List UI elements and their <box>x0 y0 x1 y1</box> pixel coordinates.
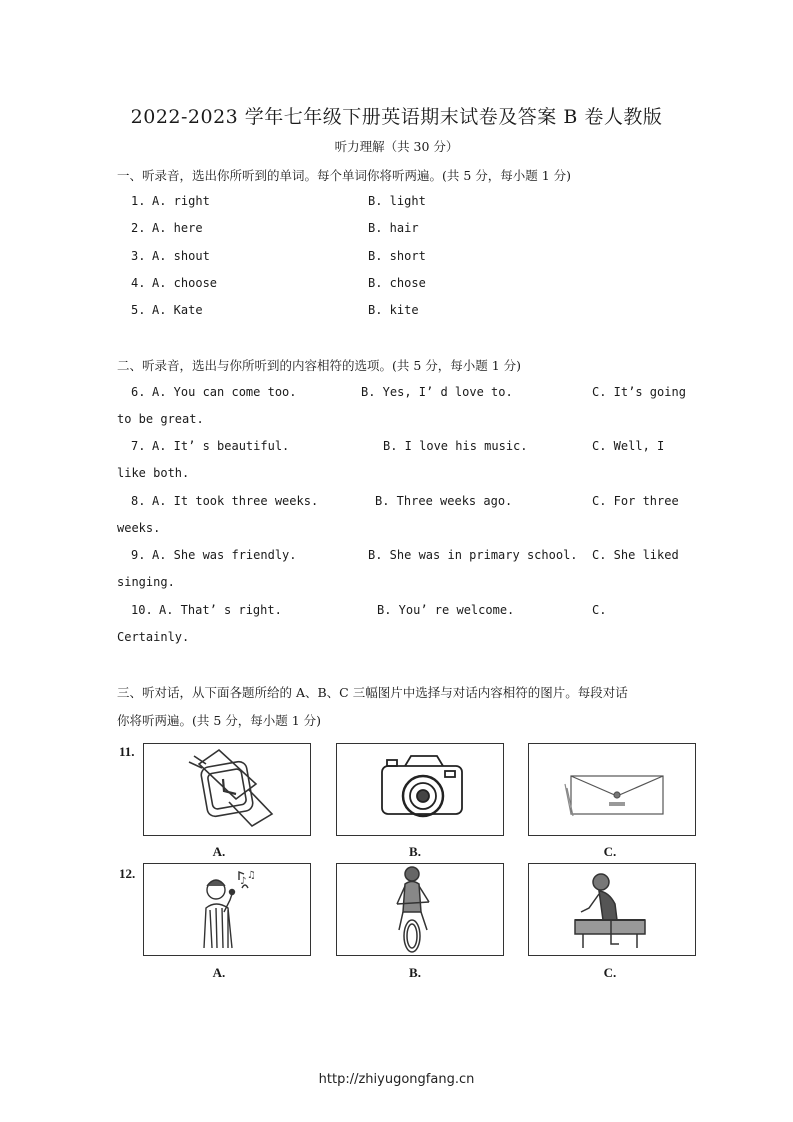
q11-picture-c-wallet[interactable] <box>528 743 696 836</box>
q11-label-c: C. <box>603 844 617 859</box>
page-title: 2022-2023 学年七年级下册英语期末试卷及答案 B 卷人教版 <box>130 106 663 128</box>
option-b: B. You’ re welcome. <box>377 603 515 617</box>
singing-boy-icon <box>144 864 309 954</box>
option-c-continued: Certainly. <box>117 630 190 644</box>
option-b: B. Yes, I’ d love to. <box>361 385 513 399</box>
wallet-icon <box>529 744 694 834</box>
section3-heading-line1: 三、听对话，从下面各题所给的 A、B、C 三幅图片中选择与对话内容相符的图片。每段对话 <box>117 685 628 700</box>
option-b: B. She was in primary school. <box>368 548 578 562</box>
section3-heading-line2: 你将听两遍。(共 5 分，每小题 1 分) <box>117 713 322 728</box>
watch-icon <box>144 744 309 834</box>
option-a: A. She was friendly. <box>152 548 297 562</box>
svg-text:♫: ♫ <box>247 870 256 881</box>
question-11-number: 11. <box>119 744 135 759</box>
option-b: B. short <box>368 249 426 263</box>
section1-heading: 一、听录音，选出你所听到的单词。每个单词你将听两遍。(共 5 分，每小题 1 分) <box>117 168 572 183</box>
item-number: 2. <box>131 221 146 235</box>
option-b: B. I love his music. <box>383 439 528 453</box>
option-c: C. For three <box>592 494 679 508</box>
option-a: A. It took three weeks. <box>152 494 319 508</box>
option-a: A. It’ s beautiful. <box>152 439 290 453</box>
option-b: B. kite <box>368 303 419 317</box>
svg-text:♪: ♪ <box>240 876 247 887</box>
option-a: A. right <box>152 194 210 208</box>
q12-label-a: A. <box>212 965 226 980</box>
q11-picture-b-camera[interactable] <box>336 743 504 836</box>
option-a: A. You can come too. <box>152 385 297 399</box>
q12-label-b: B. <box>409 965 421 980</box>
option-b: B. chose <box>368 276 426 290</box>
option-c-continued: like both. <box>117 466 190 480</box>
ping-pong-player-icon <box>529 864 694 954</box>
item-number: 4. <box>131 276 146 290</box>
item-number: 8. <box>131 494 146 508</box>
item-number: 1. <box>131 194 146 208</box>
option-a: A. shout <box>152 249 210 263</box>
option-a: A. That’ s right. <box>159 603 282 617</box>
footer-url[interactable]: http://zhiyugongfang.cn <box>318 1072 475 1087</box>
q11-label-a: A. <box>212 844 226 859</box>
item-number: 10. <box>131 603 153 617</box>
q12-picture-b-cyclist[interactable] <box>336 863 504 956</box>
q12-picture-a-singing-boy[interactable] <box>143 863 311 956</box>
option-c-continued: weeks. <box>117 521 161 535</box>
option-c-continued: singing. <box>117 575 175 589</box>
option-a: A. here <box>152 221 203 235</box>
q12-label-c: C. <box>603 965 617 980</box>
page-subtitle: 听力理解（共 30 分） <box>334 139 459 154</box>
option-c: C. She liked <box>592 548 679 562</box>
option-c: C. It’s going <box>592 385 686 399</box>
option-a: A. choose <box>152 276 218 290</box>
item-number: 9. <box>131 548 146 562</box>
cyclist-icon <box>337 864 502 954</box>
q12-picture-c-ping-pong-player[interactable] <box>528 863 696 956</box>
option-c: C. Well, I <box>592 439 665 453</box>
option-c: C. <box>592 603 607 617</box>
option-a: A. Kate <box>152 303 203 317</box>
q11-picture-a-watch[interactable] <box>143 743 311 836</box>
item-number: 6. <box>131 385 146 399</box>
option-c-continued: to be great. <box>117 412 204 426</box>
item-number: 7. <box>131 439 146 453</box>
item-number: 3. <box>131 249 146 263</box>
option-b: B. hair <box>368 221 419 235</box>
option-b: B. Three weeks ago. <box>375 494 513 508</box>
question-12-number: 12. <box>119 866 136 881</box>
option-b: B. light <box>368 194 426 208</box>
q11-label-b: B. <box>409 844 421 859</box>
section2-heading: 二、听录音，选出与你所听到的内容相符的选项。(共 5 分，每小题 1 分) <box>117 358 522 373</box>
camera-icon <box>337 744 502 834</box>
item-number: 5. <box>131 303 146 317</box>
